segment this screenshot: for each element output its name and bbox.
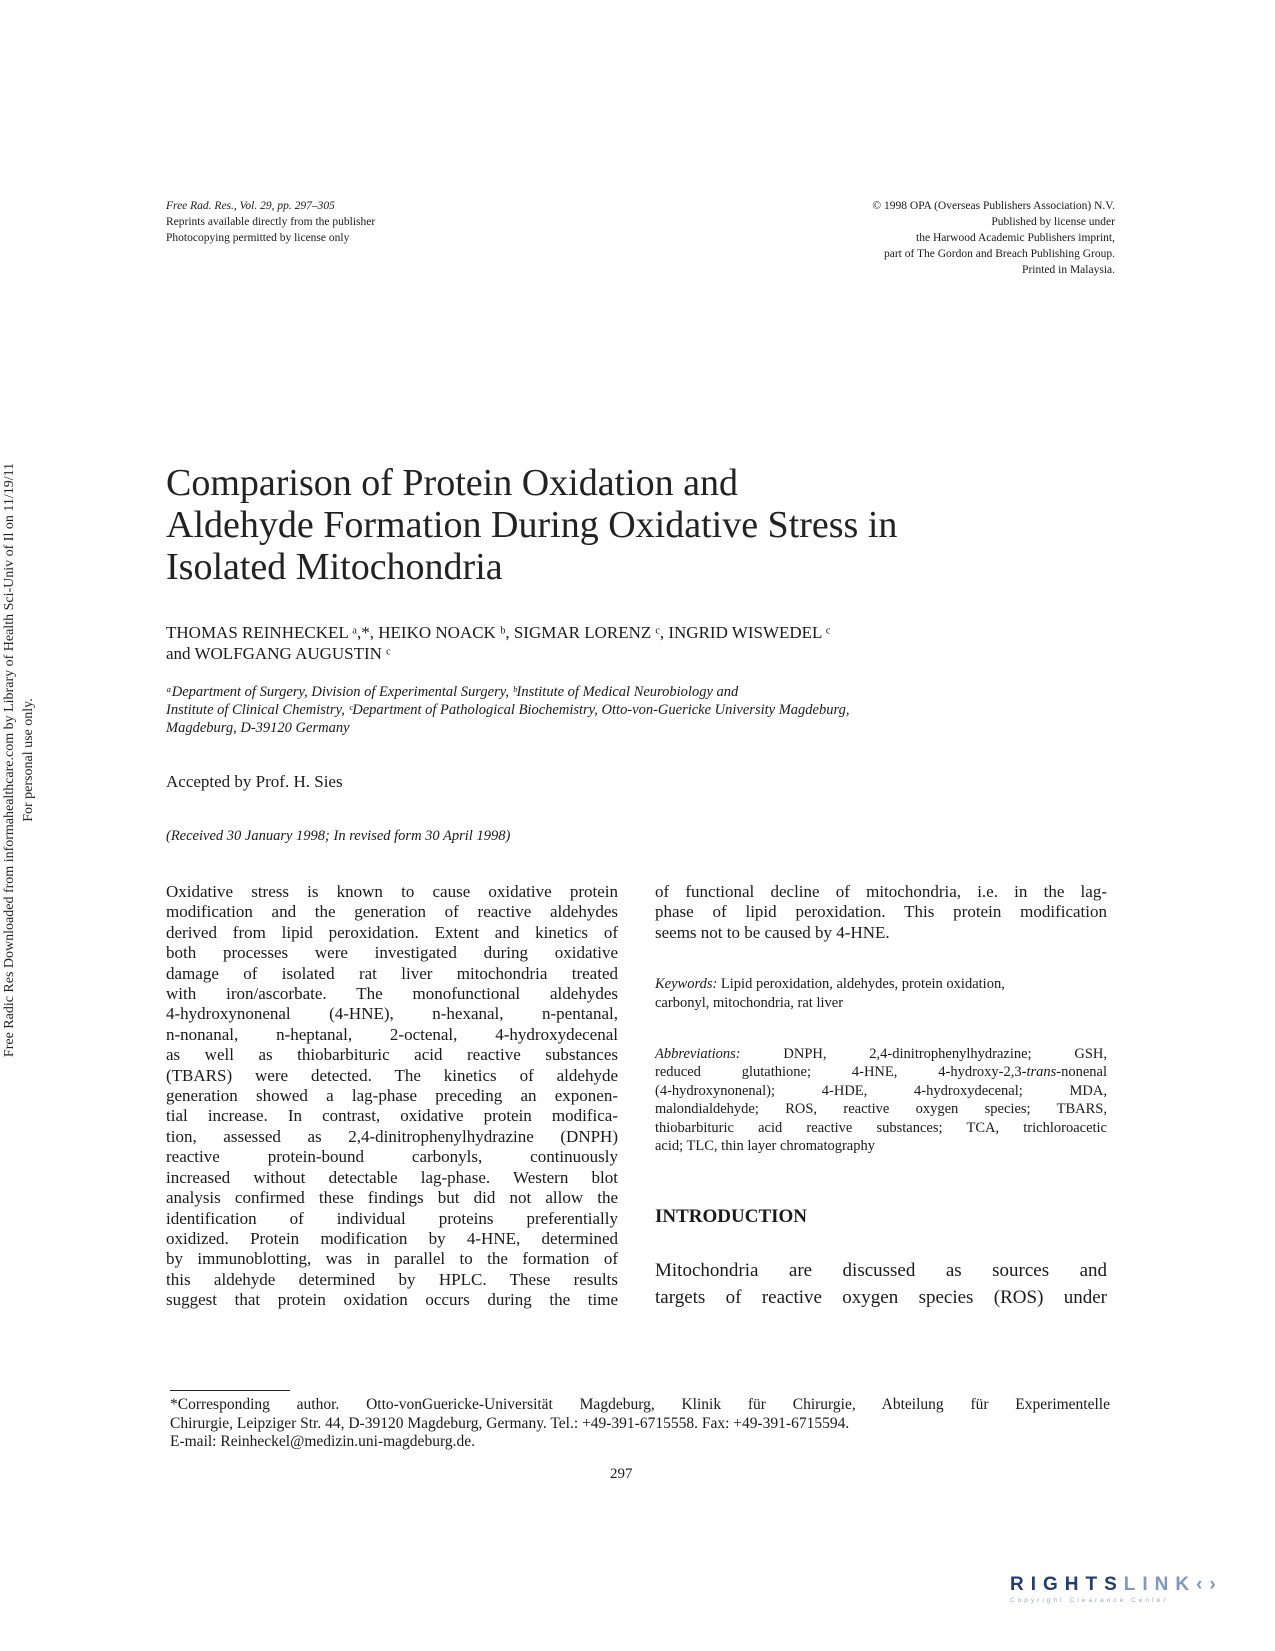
citation-line: Reprints available directly from the publisher bbox=[166, 216, 376, 228]
abstract-line: tion, assessed as 2,4-dinitrophenylhydrazine (DNPH) bbox=[166, 1126, 618, 1146]
abbreviations-line bbox=[655, 1063, 1107, 1081]
publisher-line: Published by license under bbox=[991, 216, 1115, 228]
introduction-line: Mitochondria are discussed as sources and bbox=[655, 1260, 1107, 1281]
abstract-line: oxidized. Protein modification by 4-HNE, determined bbox=[166, 1228, 618, 1248]
abstract-line: phase of lipid peroxidation. This protein modification bbox=[655, 902, 1107, 922]
abstract-line: damage of isolated rat liver mitochondria treated bbox=[166, 963, 618, 983]
affiliation-line: Magdeburg, D-39120 Germany bbox=[166, 720, 350, 736]
abstract-line: derived from lipid peroxidation. Extent and kinetics of bbox=[166, 922, 618, 942]
abstract bbox=[166, 882, 618, 1311]
author-list bbox=[166, 622, 1066, 664]
author-line: and WOLFGANG AUGUSTIN ᶜ bbox=[166, 644, 391, 663]
abbreviations-label: Abbreviations: bbox=[655, 1046, 741, 1062]
abbreviations-line: thiobarbituric acid reactive substances; TCA, trichloroacetic bbox=[655, 1119, 1107, 1136]
abbreviations-text: -nonenal bbox=[1056, 1064, 1107, 1081]
publisher-line: part of The Gordon and Breach Publishing Group. bbox=[883, 248, 1115, 260]
affiliations bbox=[166, 683, 1066, 737]
abstract-line: analysis confirmed these findings but did not allow the bbox=[166, 1188, 618, 1208]
keywords-line bbox=[655, 975, 1107, 994]
abstract-line: as well as thiobarbituric acid reactive substances bbox=[166, 1045, 618, 1065]
article-title bbox=[166, 462, 1066, 588]
abstract-line: of functional decline of mitochondria, i.e. in the lag- bbox=[655, 882, 1107, 901]
keywords-line: carbonyl, mitochondria, rat liver bbox=[655, 994, 844, 1011]
introduction-text bbox=[655, 1257, 1107, 1311]
author-line: THOMAS REINHECKEL ᵃ,*, HEIKO NOACK ᵇ, SIGMAR LORENZ ᶜ, INGRID WISWEDEL ᶜ bbox=[166, 623, 831, 642]
abstract-line: seems not to be caused by 4-HNE. bbox=[655, 922, 890, 942]
section-heading-introduction: INTRODUCTION bbox=[655, 1206, 808, 1227]
abstract-line: (TBARS) were detected. The kinetics of aldehyde bbox=[166, 1065, 618, 1085]
logo-light-text: LINK bbox=[1123, 1574, 1197, 1595]
keywords-label: Keywords: bbox=[655, 976, 718, 992]
abbreviations-text: reduced glutathione; 4-HNE, 4-hydroxy-2,3- bbox=[655, 1064, 1027, 1081]
keywords bbox=[655, 975, 1107, 1012]
title-line: Aldehyde Formation During Oxidative Stress in bbox=[166, 504, 898, 546]
publisher-line: Printed in Malaysia. bbox=[1022, 264, 1115, 276]
abstract-line: this aldehyde determined by HPLC. These results bbox=[166, 1269, 618, 1289]
footnote-line: Chirurgie, Leipziger Str. 44, D-39120 Magdeburg, Germany. Tel.: +49-391-6715558. Fax: +49-391-6715594. bbox=[170, 1414, 850, 1432]
abstract-line: increased without detectable lag-phase. Western blot bbox=[166, 1167, 618, 1187]
corresponding-author-footnote bbox=[170, 1396, 1110, 1452]
abstract-line: identification of individual proteins preferentially bbox=[166, 1208, 618, 1228]
abstract-line: both processes were investigated during oxidative bbox=[166, 943, 618, 963]
footnote-rule bbox=[170, 1390, 290, 1391]
abbreviations-line bbox=[655, 1045, 1107, 1063]
introduction-line: targets of reactive oxygen species (ROS) under bbox=[655, 1287, 1107, 1308]
publisher-line: the Harwood Academic Publishers imprint, bbox=[916, 232, 1115, 244]
title-line: Comparison of Protein Oxidation and bbox=[166, 462, 739, 504]
page-number: 297 bbox=[610, 1466, 633, 1482]
citation-line: Free Rad. Res., Vol. 29, pp. 297–305 bbox=[166, 200, 335, 212]
publisher-line: © 1998 OPA (Overseas Publishers Association) N.V. bbox=[872, 200, 1115, 212]
rightslink-logo bbox=[1010, 1574, 1250, 1614]
abstract-continued bbox=[655, 882, 1107, 943]
received-dates: (Received 30 January 1998; In revised form 30 April 1998) bbox=[166, 828, 511, 844]
affiliation-line: ᵃDepartment of Surgery, Division of Experimental Surgery, ᵇInstitute of Medical Neurobiology and bbox=[166, 684, 739, 700]
affiliation-line: Institute of Clinical Chemistry, ᶜDepartment of Pathological Biochemistry, Otto-von-Guericke University Magdeburg, bbox=[166, 702, 850, 718]
watermark-line: Free Radic Res Downloaded from informahealthcare.com by Library of Health Sci-Univ of Il on 11/19/11 bbox=[2, 462, 17, 1058]
abstract-line: by immunoblotting, was in parallel to the formation of bbox=[166, 1249, 618, 1269]
abstract-line: n-nonanal, n-heptanal, 2-octenal, 4-hydroxydecenal bbox=[166, 1024, 618, 1044]
journal-citation bbox=[166, 198, 496, 246]
download-watermark bbox=[0, 460, 38, 1060]
accepted-by: Accepted by Prof. H. Sies bbox=[166, 772, 343, 791]
abstract-line: modification and the generation of reactive aldehydes bbox=[166, 902, 618, 922]
logo-tagline: Copyright Clearance Center bbox=[1010, 1597, 1169, 1604]
abstract-line: tial increase. In contrast, oxidative protein modifica- bbox=[166, 1106, 618, 1126]
keywords-text: Lipid peroxidation, aldehydes, protein oxidation, bbox=[720, 976, 1005, 992]
abbreviations-text: trans bbox=[1026, 1064, 1057, 1081]
abstract-line: 4-hydroxynonenal (4-HNE), n-hexanal, n-pentanal, bbox=[166, 1004, 618, 1024]
abstract-line: with iron/ascorbate. The monofunctional aldehydes bbox=[166, 984, 618, 1004]
abstract-line: suggest that protein oxidation occurs during the time bbox=[166, 1290, 618, 1310]
publisher-notice bbox=[760, 198, 1115, 278]
link-arrow-icon: ‹› bbox=[1196, 1574, 1223, 1595]
rightslink-wordmark bbox=[1010, 1574, 1250, 1596]
abstract-line: Oxidative stress is known to cause oxidative protein bbox=[166, 882, 618, 901]
watermark-line: For personal use only. bbox=[21, 698, 36, 822]
abbreviations-line: (4-hydroxynonenal); 4-HDE, 4-hydroxydecenal; MDA, bbox=[655, 1082, 1107, 1099]
abbreviations-line: malondialdehyde; ROS, reactive oxygen species; TBARS, bbox=[655, 1101, 1107, 1118]
abstract-line: reactive protein-bound carbonyls, continuously bbox=[166, 1147, 618, 1167]
footnote-line: *Corresponding author. Otto-vonGuericke-Universität Magdeburg, Klinik für Chirurgie, Abteilung für Experimentelle bbox=[170, 1396, 1110, 1413]
title-line: Isolated Mitochondria bbox=[166, 546, 503, 588]
citation-line: Photocopying permitted by license only bbox=[166, 232, 350, 244]
abbreviations-text: DNPH, 2,4-dinitrophenylhydrazine; GSH, bbox=[783, 1046, 1107, 1062]
abbreviations bbox=[655, 1045, 1107, 1155]
abbreviations-line: acid; TLC, thin layer chromatography bbox=[655, 1138, 875, 1155]
logo-dark-text: RIGHTS bbox=[1010, 1574, 1124, 1595]
abstract-line: generation showed a lag-phase preceding an exponen- bbox=[166, 1086, 618, 1106]
footnote-line: E-mail: Reinheckel@medizin.uni-magdeburg.de. bbox=[170, 1433, 475, 1450]
